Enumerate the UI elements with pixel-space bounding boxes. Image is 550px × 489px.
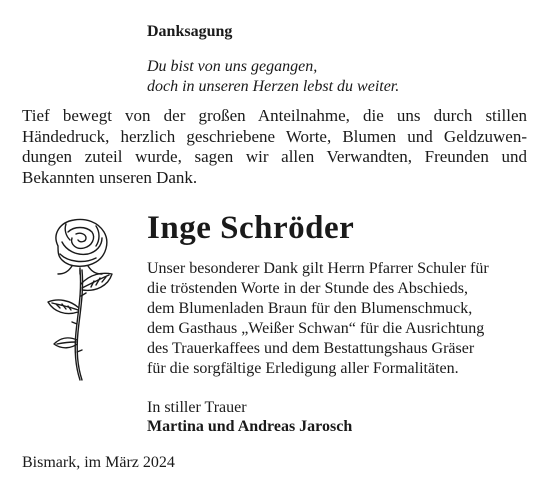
thanks-paragraph <box>147 259 527 379</box>
thanks-line: dem Blumenladen Braun für den Blumenschmuck, <box>147 300 473 317</box>
intro-line: Tief bewegt von der großen Anteilnahme, die uns durch stillen <box>22 106 527 125</box>
thanks-line: dem Gasthaus „Weißer Schwan“ für die Ausrichtung <box>147 320 485 337</box>
thanks-line: Unser besonderer Dank gilt Herrn Pfarrer Schuler für <box>147 260 489 277</box>
signature-names: Martina und Andreas Jarosch <box>147 418 353 435</box>
poem-line: Du bist von uns gegangen, <box>147 58 318 75</box>
thanks-line: des Trauerkaffees und dem Bestattungshaus Gräser <box>147 340 475 357</box>
deceased-name: Inge Schröder <box>147 210 355 246</box>
rose-icon <box>36 212 124 382</box>
intro-line: dungen zuteil wurde, sagen wir allen Verwandten, Freunden und <box>22 147 527 166</box>
thanks-line: die tröstenden Worte in der Stunde des Abschieds, <box>147 280 469 297</box>
intro-line: Händedruck, herzlich geschriebene Worte, Blumen und Geldzuwen- <box>22 126 527 146</box>
signature-closing: In stiller Trauer <box>147 399 247 416</box>
thanks-line: für die sorgfältige Erledigung aller Formalitäten. <box>147 360 459 377</box>
place-date: Bismark, im März 2024 <box>22 454 175 471</box>
notice-heading: Danksagung <box>147 23 233 40</box>
poem-verse <box>147 57 399 97</box>
poem-line: doch in unseren Herzen lebst du weiter. <box>147 78 400 95</box>
intro-line: Bekannten unseren Dank. <box>22 167 198 187</box>
intro-paragraph <box>22 106 527 188</box>
